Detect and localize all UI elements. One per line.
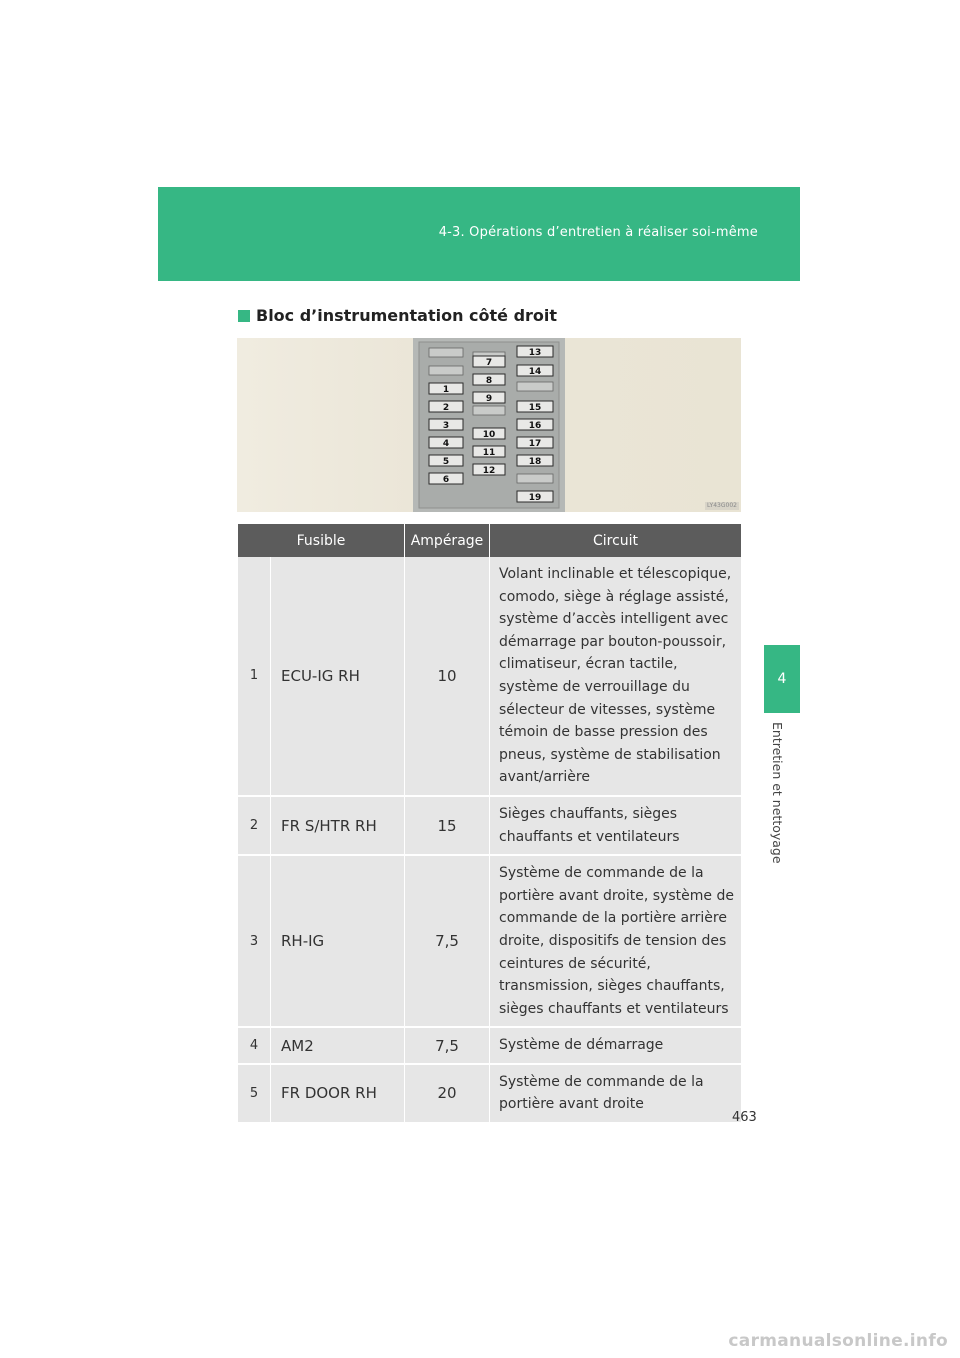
fuse-label: 19 [528, 493, 542, 503]
fuse-label: 8 [485, 376, 493, 386]
fuse-slot-7 [473, 356, 505, 368]
fuse-name: FR DOOR RH [271, 1064, 405, 1123]
fuse-amperage: 15 [405, 796, 490, 855]
fuse-label: 5 [442, 457, 450, 467]
fuse-number: 4 [238, 1027, 271, 1064]
chapter-tab [764, 645, 800, 713]
section-title [238, 306, 557, 325]
fuse-label: 9 [485, 394, 493, 404]
fuse-number: 1 [238, 557, 271, 796]
fuse-slot-15 [517, 401, 553, 413]
fuse-slot-5 [429, 455, 463, 467]
fuse-label: 16 [528, 421, 542, 431]
table-row [238, 1064, 741, 1123]
fuse-label: 12 [482, 466, 496, 476]
fuse-slot-9 [473, 392, 505, 404]
fuse-slot-10 [473, 428, 505, 440]
fuse-slot-4 [429, 437, 463, 449]
fuse-slot-18 [517, 455, 553, 467]
fuse-label: 11 [482, 448, 496, 458]
fuse-slot-6 [429, 473, 463, 485]
fuse-label: 1 [442, 385, 450, 395]
fuse-slot-16 [517, 419, 553, 431]
fuse-amperage: 7,5 [405, 855, 490, 1027]
fuse-name: FR S/HTR RH [271, 796, 405, 855]
page-number: 463 [732, 1110, 757, 1125]
header-amperage: Ampérage [405, 524, 490, 557]
fuse-label: 10 [482, 430, 496, 440]
fuse-number: 5 [238, 1064, 271, 1123]
fuse-circuit: Volant inclinable et télescopique, comodo, siège à réglage assisté, système d’accès intelligent avec démarrage par bouton-poussoir, climatiseur, écran tactile, système de verrouillage du sélecteur de vitesses, système témoin de basse pression des pneus, système de stabilisation avant/arrière [490, 557, 742, 796]
diagram-image-code: LY43G002 [705, 502, 739, 510]
fuse-circuit: Système de démarrage [490, 1027, 742, 1064]
fuse-slot-1 [429, 383, 463, 395]
fuse-slot-spare [517, 474, 553, 483]
chapter-header-band [158, 187, 800, 281]
fuse-amperage: 20 [405, 1064, 490, 1123]
fuse-label: 3 [442, 421, 450, 431]
header-circuit: Circuit [490, 524, 742, 557]
fuse-slot-17 [517, 437, 553, 449]
chapter-number: 4 [777, 671, 787, 687]
fuse-slot-spare [429, 366, 463, 375]
table-row [238, 557, 741, 796]
square-bullet-icon [238, 310, 250, 322]
fuse-slot-8 [473, 374, 505, 386]
fuse-circuit: Système de commande de la portière avant droite, système de commande de la portière arrière droite, dispositifs de tension des ceintures de sécurité, transmission, sièges chauffants, sièges chauffants et ventilateurs [490, 855, 742, 1027]
fuse-label: 7 [485, 358, 493, 368]
fuse-box-illustration [237, 338, 741, 512]
fuse-box-diagram [237, 338, 741, 512]
fuse-label: 18 [528, 457, 542, 467]
fuse-slot-spare [473, 406, 505, 415]
chapter-label: Entretien et nettoyage [770, 722, 785, 864]
fuse-slot-11 [473, 446, 505, 458]
fuse-slot-13 [517, 346, 553, 358]
header-fuse: Fusible [238, 524, 405, 557]
fuse-amperage: 10 [405, 557, 490, 796]
fuse-amperage: 7,5 [405, 1027, 490, 1064]
table-row [238, 1027, 741, 1064]
fuse-number: 3 [238, 855, 271, 1027]
fuse-slot-2 [429, 401, 463, 413]
fuse-slot-12 [473, 464, 505, 476]
fuse-name: RH-IG [271, 855, 405, 1027]
fuse-slot-spare [429, 348, 463, 357]
fuse-label: 15 [528, 403, 542, 413]
section-title-text: Bloc d’instrumentation côté droit [256, 306, 558, 325]
fuse-label: 6 [442, 475, 450, 485]
fuse-table [238, 524, 741, 1124]
section-breadcrumb: 4-3. Opérations d’entretien à réaliser soi-même [438, 225, 758, 240]
fuse-label: 2 [442, 403, 450, 413]
fuse-slot-3 [429, 419, 463, 431]
table-row [238, 796, 741, 855]
fuse-label: 14 [528, 367, 542, 377]
fuse-label: 13 [528, 348, 542, 358]
watermark: carmanualsonline.info [728, 1331, 948, 1351]
table-header-row [238, 524, 741, 557]
table-row [238, 855, 741, 1027]
fuse-circuit: Système de commande de la portière avant droite [490, 1064, 742, 1123]
fuse-slot-19 [517, 491, 553, 503]
fuse-circuit: Sièges chauffants, sièges chauffants et ventilateurs [490, 796, 742, 855]
fuse-slot-spare [517, 382, 553, 391]
fuse-slot-14 [517, 365, 553, 377]
fuse-name: ECU-IG RH [271, 557, 405, 796]
fuse-name: AM2 [271, 1027, 405, 1064]
fuse-number: 2 [238, 796, 271, 855]
fuse-label: 17 [528, 439, 542, 449]
fuse-label: 4 [442, 439, 450, 449]
